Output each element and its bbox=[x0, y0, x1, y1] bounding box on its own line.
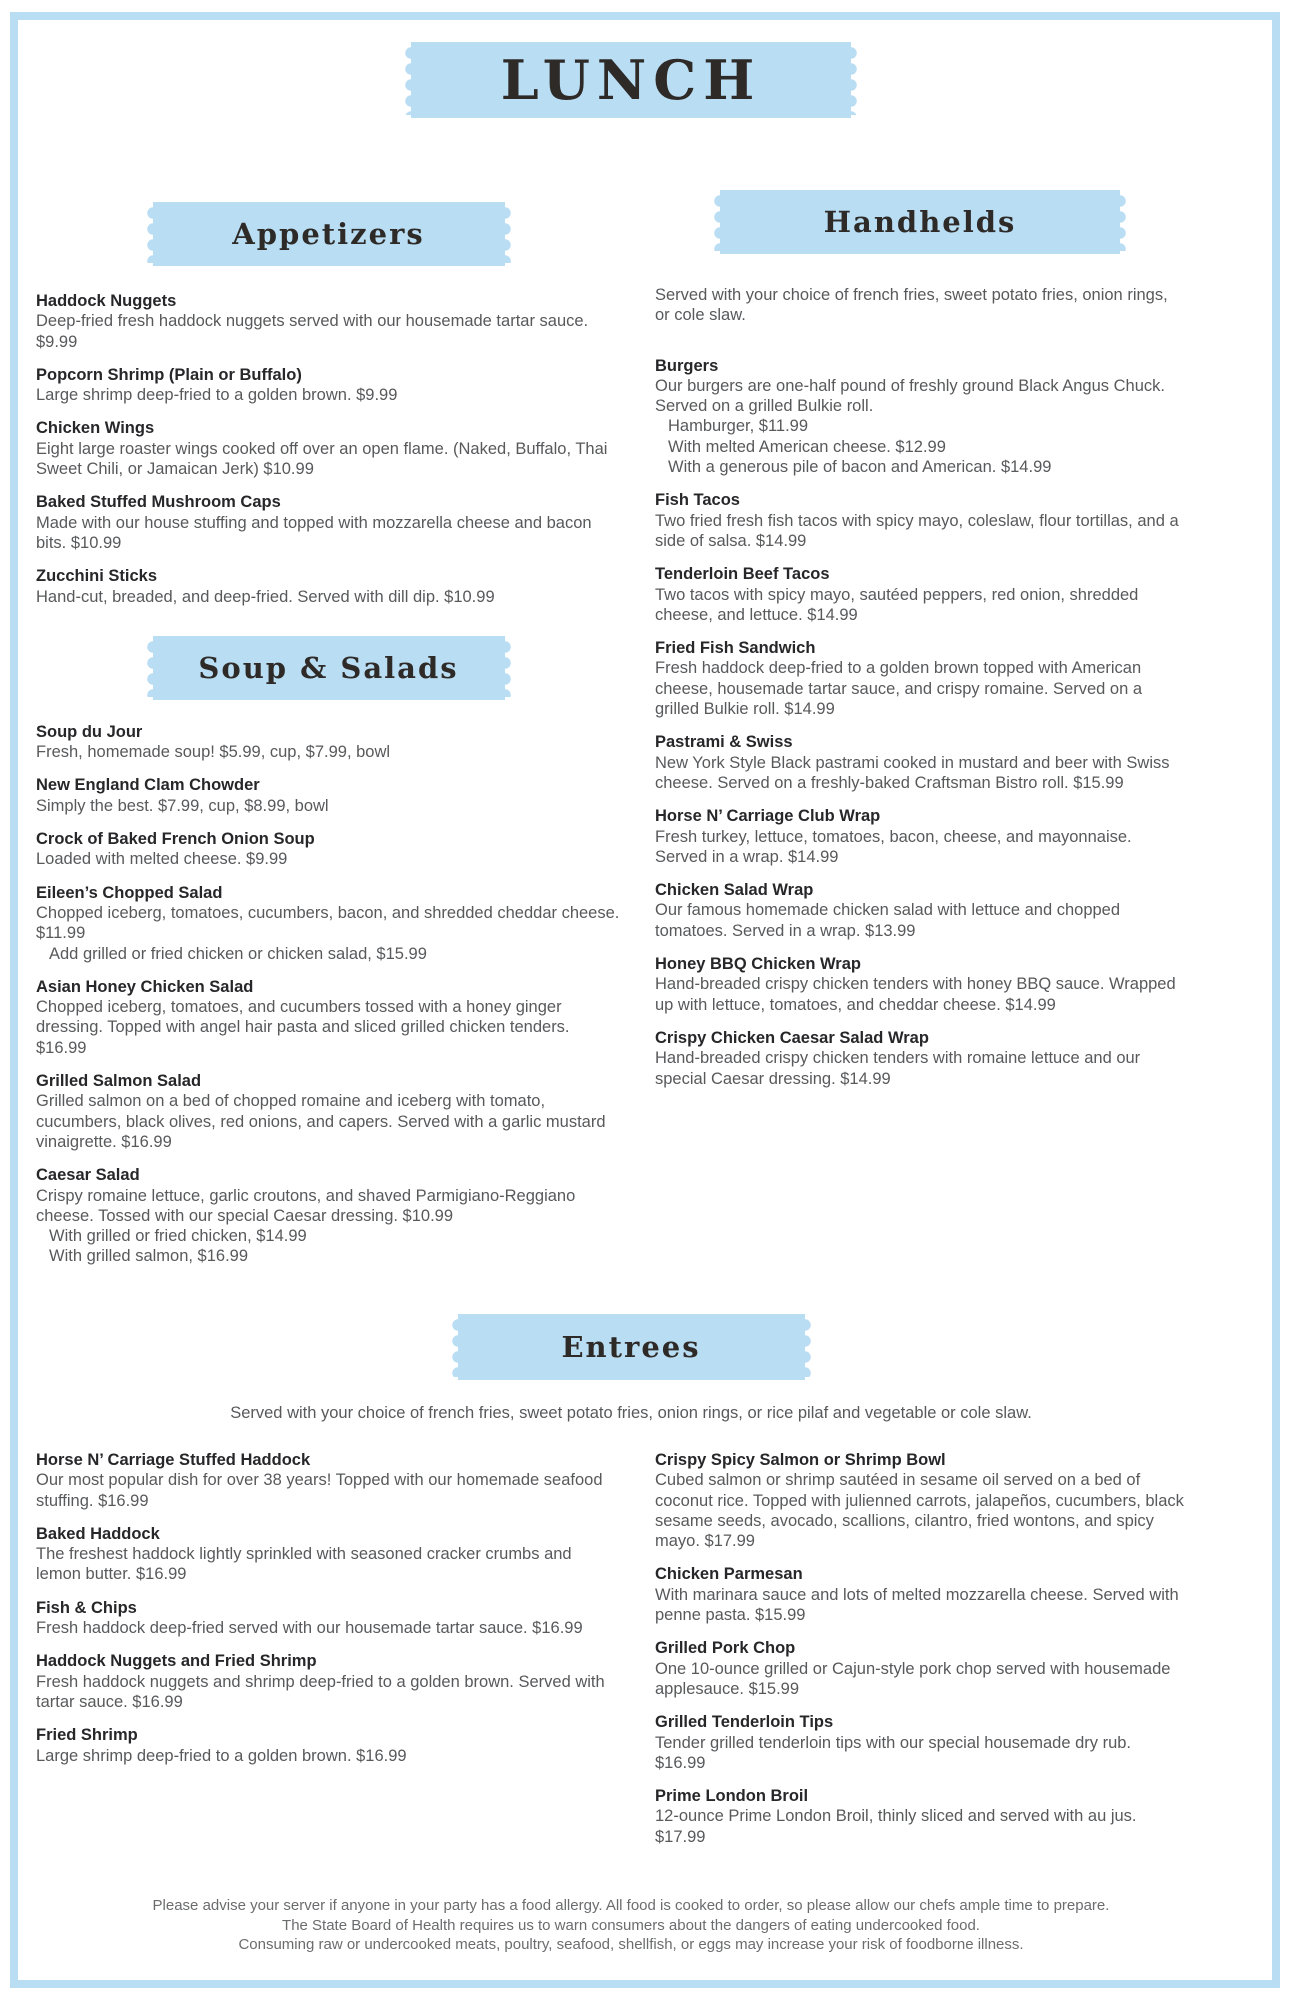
menu-item bbox=[36, 365, 621, 406]
item-desc: Fresh, homemade soup! $5.99, cup, $7.99, bowl bbox=[36, 743, 391, 762]
upper-columns bbox=[36, 176, 1226, 1280]
item-name: Prime London Broil bbox=[655, 1787, 809, 1806]
item-name: Crispy Chicken Caesar Salad Wrap bbox=[655, 1028, 929, 1047]
item-option: With melted American cheese. $12.99 bbox=[668, 437, 946, 456]
menu-item bbox=[655, 1786, 1185, 1847]
item-desc: New York Style Black pastrami cooked in mustard and beer with Swiss cheese. Served on a freshly-baked Craftsman Bistro roll. $15.99 bbox=[655, 753, 1170, 792]
item-name: Grilled Pork Chop bbox=[655, 1639, 796, 1658]
item-option: With a generous pile of bacon and American. $14.99 bbox=[668, 458, 1052, 477]
item-name: Crock of Baked French Onion Soup bbox=[36, 830, 315, 849]
item-desc: Loaded with melted cheese. $9.99 bbox=[36, 850, 288, 869]
item-name: Chicken Salad Wrap bbox=[655, 881, 814, 900]
section-banner-soup-salads bbox=[153, 636, 505, 700]
item-desc: Deep-fried fresh haddock nuggets served with our housemade tartar sauce. $9.99 bbox=[36, 312, 589, 351]
section-banner-appetizers bbox=[153, 202, 505, 266]
item-name: Grilled Salmon Salad bbox=[36, 1072, 202, 1091]
item-desc: Hand-breaded crispy chicken tenders with romaine lettuce and our special Caesar dressing. $14.99 bbox=[655, 1049, 1141, 1088]
item-name: Haddock Nuggets and Fried Shrimp bbox=[36, 1652, 317, 1671]
item-name: Crispy Spicy Salmon or Shrimp Bowl bbox=[655, 1450, 946, 1469]
item-desc: Our burgers are one-half pound of freshly ground Black Angus Chuck. Served on a grilled Bulkie roll. bbox=[655, 376, 1165, 416]
item-desc: With marinara sauce and lots of melted mozzarella cheese. Served with penne pasta. $15.99 bbox=[655, 1585, 1179, 1625]
menu-item bbox=[36, 1651, 621, 1712]
lunch-banner bbox=[411, 42, 851, 118]
item-desc: One 10-ounce grilled or Cajun-style pork chop served with housemade applesauce. $15.99 bbox=[655, 1659, 1171, 1698]
item-desc: 12-ounce Prime London Broil, thinly sliced and served with au jus. $17.99 bbox=[655, 1807, 1137, 1846]
entrees-header bbox=[36, 1314, 1226, 1423]
item-desc: Chopped iceberg, tomatoes, and cucumbers tossed with a honey ginger dressing. Topped with angel hair pasta and sliced grilled chicken tenders. $16.99 bbox=[36, 998, 570, 1057]
item-name: Caesar Salad bbox=[36, 1166, 140, 1185]
menu-item bbox=[36, 722, 621, 763]
menu-item bbox=[36, 1450, 621, 1511]
item-name: Pastrami & Swiss bbox=[655, 733, 793, 752]
item-name: Chicken Wings bbox=[36, 419, 155, 438]
item-option: Hamburger, $11.99 bbox=[668, 417, 809, 436]
entrees-columns bbox=[36, 1450, 1226, 1860]
item-name: Grilled Tenderloin Tips bbox=[655, 1713, 834, 1732]
right-column bbox=[655, 176, 1185, 1280]
item-desc: Tender grilled tenderloin tips with our special housemade dry rub. $16.99 bbox=[655, 1733, 1132, 1772]
entrees-right-column bbox=[655, 1450, 1185, 1860]
section-label-appetizers: Appetizers bbox=[232, 217, 425, 251]
item-option: With grilled or fried chicken, $14.99 bbox=[49, 1227, 307, 1246]
item-name: Horse N’ Carriage Club Wrap bbox=[655, 807, 881, 826]
menu-item bbox=[36, 492, 621, 553]
item-desc: Fresh haddock nuggets and shrimp deep-fried to a golden brown. Served with tartar sauce. $16.99 bbox=[36, 1672, 605, 1711]
menu-item bbox=[655, 564, 1185, 625]
footer-line-3: Consuming raw or undercooked meats, poultry, seafood, shellfish, or eggs may increase your risk of foodborne illness. bbox=[238, 1936, 1024, 1954]
menu-item bbox=[655, 1028, 1185, 1089]
section-banner-entrees bbox=[458, 1314, 805, 1380]
item-name: New England Clam Chowder bbox=[36, 776, 260, 795]
menu-item bbox=[36, 1598, 621, 1639]
item-name: Chicken Parmesan bbox=[655, 1565, 803, 1584]
section-label-soup-salads: Soup & Salads bbox=[198, 650, 459, 685]
item-name: Zucchini Sticks bbox=[36, 567, 158, 586]
section-banner-handhelds bbox=[720, 190, 1120, 254]
entrees-right-list bbox=[655, 1450, 1185, 1847]
menu-item bbox=[36, 977, 621, 1058]
menu-item bbox=[655, 638, 1185, 719]
menu-item bbox=[655, 1564, 1185, 1625]
menu-item bbox=[36, 1725, 621, 1766]
menu-item bbox=[655, 954, 1185, 1015]
item-desc: The freshest haddock lightly sprinkled with seasoned cracker crumbs and lemon butter. $16.99 bbox=[36, 1545, 572, 1584]
item-desc: Made with our house stuffing and topped with mozzarella cheese and bacon bits. $10.99 bbox=[36, 513, 592, 552]
item-desc: Fresh turkey, lettuce, tomatoes, bacon, cheese, and mayonnaise. Served in a wrap. $14.99 bbox=[655, 827, 1132, 866]
menu-item bbox=[36, 291, 621, 352]
item-name: Fried Fish Sandwich bbox=[655, 639, 816, 658]
entrees-left-column bbox=[36, 1450, 621, 1860]
item-name: Baked Stuffed Mushroom Caps bbox=[36, 493, 281, 512]
section-label-handhelds: Handhelds bbox=[823, 205, 1017, 239]
item-desc: Fresh haddock deep-fried served with our housemade tartar sauce. $16.99 bbox=[36, 1619, 583, 1638]
menu-item bbox=[36, 418, 621, 479]
item-desc: Simply the best. $7.99, cup, $8.99, bowl bbox=[36, 796, 329, 815]
item-desc: Hand-cut, breaded, and deep-fried. Served with dill dip. $10.99 bbox=[36, 587, 495, 606]
item-name: Asian Honey Chicken Salad bbox=[36, 977, 254, 996]
item-name: Eileen’s Chopped Salad bbox=[36, 883, 223, 902]
page-title: LUNCH bbox=[500, 48, 762, 112]
item-option: Add grilled or fried chicken or chicken salad, $15.99 bbox=[49, 944, 427, 963]
item-name: Fish Tacos bbox=[655, 491, 740, 510]
item-desc: Eight large roaster wings cooked off over an open flame. (Naked, Buffalo, Thai Sweet Chili, or Jamaican Jerk) $10.99 bbox=[36, 439, 608, 479]
menu-page bbox=[36, 42, 1226, 1955]
item-desc: Chopped iceberg, tomatoes, cucumbers, bacon, and shredded cheddar cheese. $11.99 bbox=[36, 903, 620, 943]
item-name: Honey BBQ Chicken Wrap bbox=[655, 955, 861, 974]
item-desc: Large shrimp deep-fried to a golden brown. $9.99 bbox=[36, 386, 398, 405]
soup-salads-list bbox=[36, 722, 621, 1267]
item-desc: Two fried fresh fish tacos with spicy mayo, coleslaw, flour tortillas, and a side of salsa. $14.99 bbox=[655, 511, 1179, 550]
item-desc: Two tacos with spicy mayo, sautéed peppers, red onion, shredded cheese, and lettuce. $14.99 bbox=[655, 585, 1139, 624]
item-desc: Cubed salmon or shrimp sautéed in sesame oil served on a bed of coconut rice. Topped with julienned carrots, jalapeños, cucumbers, black sesame seeds, avocado, scallions, cilantro, fried wontons, and spicy mayo. $17.99 bbox=[655, 1471, 1184, 1551]
menu-item bbox=[36, 1071, 621, 1152]
item-desc: Hand-breaded crispy chicken tenders with honey BBQ sauce. Wrapped up with lettuce, tomatoes, and cheddar cheese. $14.99 bbox=[655, 975, 1176, 1014]
footer-line-2: The State Board of Health requires us to warn consumers about the dangers of eating undercooked food. bbox=[282, 1916, 980, 1934]
footer-line-1: Please advise your server if anyone in your party has a food allergy. All food is cooked to order, so please allow our chefs ample time to prepare. bbox=[152, 1897, 1110, 1915]
menu-item bbox=[655, 1712, 1185, 1773]
item-desc: Large shrimp deep-fried to a golden brown. $16.99 bbox=[36, 1746, 407, 1765]
item-name: Soup du Jour bbox=[36, 722, 143, 741]
left-column bbox=[36, 176, 621, 1280]
item-name: Horse N’ Carriage Stuffed Haddock bbox=[36, 1450, 311, 1469]
item-option: With grilled salmon, $16.99 bbox=[49, 1247, 249, 1266]
item-name: Popcorn Shrimp (Plain or Buffalo) bbox=[36, 365, 302, 384]
menu-item bbox=[36, 775, 621, 816]
item-desc: Fresh haddock deep-fried to a golden brown topped with American cheese, housemade tartar sauce, and crispy romaine. Served on a grilled Bulkie roll. $14.99 bbox=[655, 659, 1143, 719]
menu-item bbox=[655, 1638, 1185, 1699]
section-label-entrees: Entrees bbox=[561, 1329, 701, 1364]
entrees-left-list bbox=[36, 1450, 621, 1766]
appetizers-list bbox=[36, 291, 621, 607]
menu-item bbox=[36, 829, 621, 870]
footer-note bbox=[36, 1896, 1226, 1955]
item-desc: Grilled salmon on a bed of chopped romaine and iceberg with tomato, cucumbers, black olives, red onions, and capers. Served with a garlic mustard vinaigrette. $16.99 bbox=[36, 1092, 606, 1151]
menu-item bbox=[36, 1524, 621, 1585]
item-desc: Our famous homemade chicken salad with lettuce and chopped tomatoes. Served in a wrap. $13.99 bbox=[655, 901, 1121, 940]
item-name: Fish & Chips bbox=[36, 1598, 137, 1617]
menu-item bbox=[655, 356, 1185, 478]
item-desc: Crispy romaine lettuce, garlic croutons, and shaved Parmigiano-Reggiano cheese. Tossed with our special Caesar dressing. $10.99 bbox=[36, 1186, 576, 1225]
menu-item bbox=[655, 490, 1185, 551]
handhelds-intro: Served with your choice of french fries, sweet potato fries, onion rings, or cole slaw. bbox=[655, 286, 1168, 325]
menu-item bbox=[36, 566, 621, 607]
menu-item bbox=[36, 1165, 621, 1266]
menu-item bbox=[655, 880, 1185, 941]
item-name: Fried Shrimp bbox=[36, 1726, 138, 1745]
item-name: Haddock Nuggets bbox=[36, 292, 177, 310]
handhelds-list bbox=[655, 356, 1185, 1089]
menu-item bbox=[655, 1450, 1185, 1551]
entrees-intro: Served with your choice of french fries, sweet potato fries, onion rings, or rice pilaf and vegetable or cole slaw. bbox=[230, 1403, 1032, 1422]
item-name: Tenderloin Beef Tacos bbox=[655, 565, 830, 584]
item-desc: Our most popular dish for over 38 years! Topped with our homemade seafood stuffing. $16.99 bbox=[36, 1471, 603, 1510]
menu-item bbox=[655, 732, 1185, 793]
item-name: Baked Haddock bbox=[36, 1524, 160, 1543]
menu-item bbox=[36, 883, 621, 964]
menu-item bbox=[655, 806, 1185, 867]
item-name: Burgers bbox=[655, 356, 719, 375]
